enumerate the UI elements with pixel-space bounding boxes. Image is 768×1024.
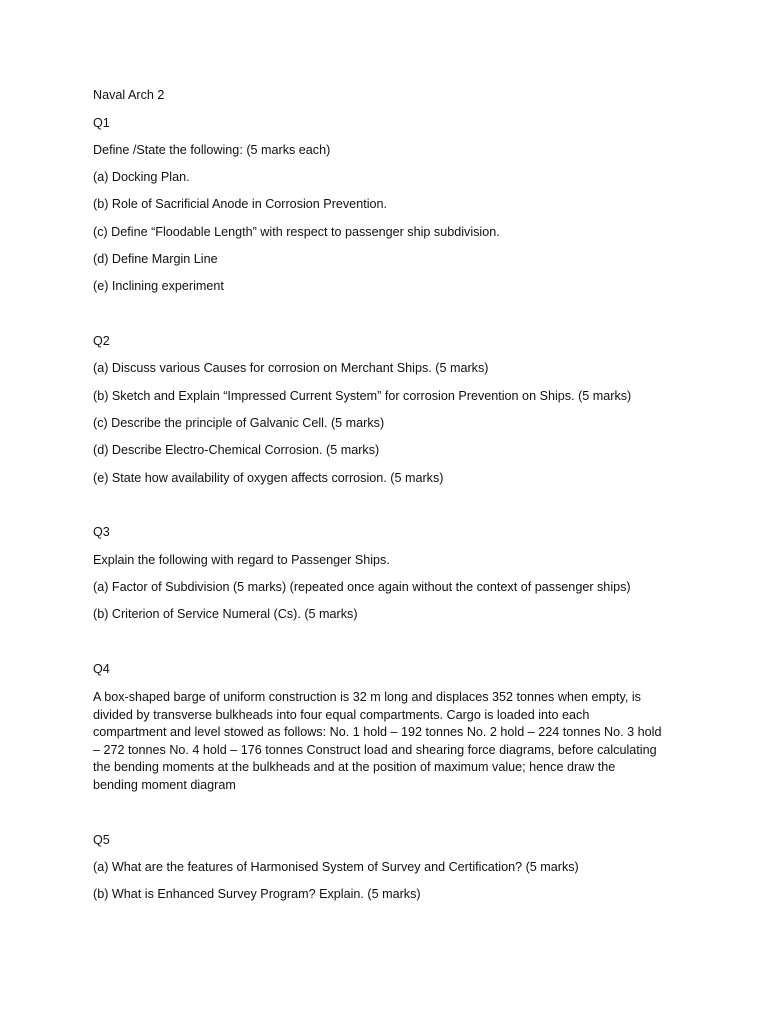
question-5-item-b: (b) What is Enhanced Survey Program? Explain. (5 marks) <box>93 887 421 901</box>
question-1-item-e: (e) Inclining experiment <box>93 279 224 293</box>
question-1-item-a: (a) Docking Plan. <box>93 170 190 184</box>
question-4-label: Q4 <box>93 662 110 676</box>
question-2-item-b: (b) Sketch and Explain “Impressed Current System” for corrosion Prevention on Ships. (5 marks) <box>93 389 632 403</box>
question-1-item-c: (c) Define “Floodable Length” with respect to passenger ship subdivision. <box>93 225 500 239</box>
question-3-label: Q3 <box>93 525 110 539</box>
question-1-item-b: (b) Role of Sacrificial Anode in Corrosion Prevention. <box>93 197 387 211</box>
question-1-intro: Define /State the following: (5 marks each) <box>93 143 331 157</box>
question-1-item-d: (d) Define Margin Line <box>93 252 218 266</box>
question-4-body: A box-shaped barge of uniform construction is 32 m long and displaces 352 tonnes when empty, is divided by transverse bulkheads into four equal compartments. Cargo is loaded into each compartment and level stowed as follows: No. 1 hold – 192 tonnes No. 2 hold – 224 tonnes No. 3 hold – 272 tonnes No. 4 hold – 176 tonnes Construct load and shearing force diagrams, before calculating the bending moments at the bulkheads and at the position of maximum value; hence draw the bending moment diagram <box>93 690 662 792</box>
question-2-label: Q2 <box>93 334 110 348</box>
question-2-item-c: (c) Describe the principle of Galvanic Cell. (5 marks) <box>93 416 385 430</box>
document-title: Naval Arch 2 <box>93 88 165 102</box>
question-2-item-e: (e) State how availability of oxygen affects corrosion. (5 marks) <box>93 471 444 485</box>
question-1-label: Q1 <box>93 116 110 130</box>
question-3-item-a: (a) Factor of Subdivision (5 marks) (repeated once again without the context of passenger ships) <box>93 580 631 594</box>
question-5-label: Q5 <box>93 833 110 847</box>
question-3-intro: Explain the following with regard to Passenger Ships. <box>93 553 390 567</box>
question-3-item-b: (b) Criterion of Service Numeral (Cs). (5 marks) <box>93 607 358 621</box>
question-5-item-a: (a) What are the features of Harmonised System of Survey and Certification? (5 marks) <box>93 860 579 874</box>
question-2-item-a: (a) Discuss various Causes for corrosion on Merchant Ships. (5 marks) <box>93 361 489 375</box>
question-2-item-d: (d) Describe Electro-Chemical Corrosion. (5 marks) <box>93 443 380 457</box>
